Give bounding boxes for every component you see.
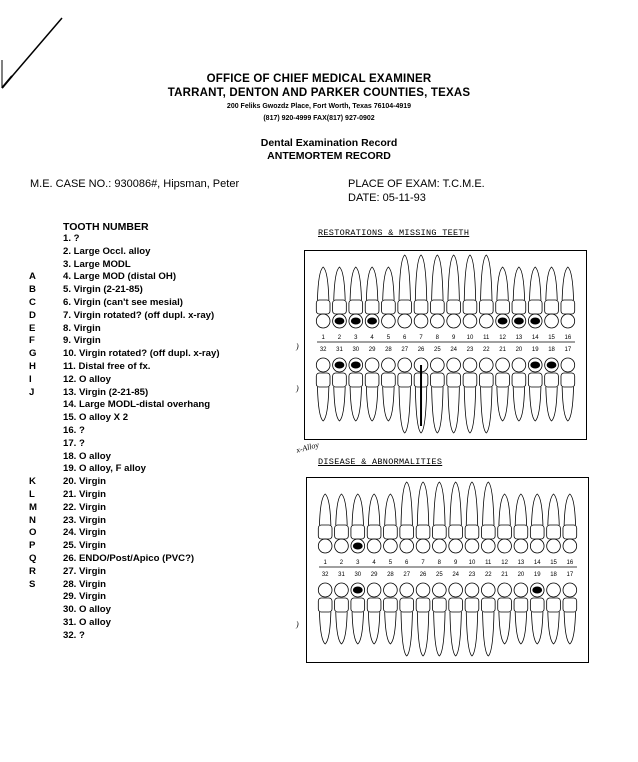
lower-tooth-number: 18 (550, 572, 557, 578)
tooth-description: 9. Virgin (63, 335, 101, 347)
upper-tooth (463, 255, 477, 328)
tooth-description: 5. Virgin (2-21-85) (63, 284, 143, 296)
lower-tooth (416, 583, 430, 656)
case-number (30, 178, 239, 190)
lower-tooth (463, 358, 477, 433)
counties-title: TARRANT, DENTON AND PARKER COUNTIES, TEXAS (167, 87, 471, 99)
lower-tooth-number: 25 (434, 347, 441, 353)
disease-dental-diagram (307, 478, 588, 662)
upper-tooth-number: 10 (468, 560, 476, 566)
lower-tooth-number: 20 (515, 347, 523, 353)
upper-tooth-number: 13 (517, 560, 525, 566)
disease-chart (306, 477, 589, 663)
tooth-description: 19. O alloy, F alloy (63, 463, 146, 475)
margin-note: x-Alloy (295, 440, 320, 455)
upper-tooth-number: 13 (515, 335, 523, 341)
upper-tooth (561, 267, 575, 328)
tooth-description: 20. Virgin (63, 476, 107, 488)
restorations-dental-diagram (305, 251, 586, 439)
upper-tooth-number: 3 (354, 335, 358, 341)
tooth-description: 23. Virgin (63, 514, 107, 526)
upper-tooth-number: 4 (372, 560, 376, 566)
tooth-description: 1. ? (63, 233, 80, 244)
lower-tooth (547, 583, 561, 644)
tooth-letter: G (29, 348, 37, 360)
lower-tooth-number: 27 (401, 347, 409, 353)
upper-tooth-number: 2 (337, 335, 342, 341)
tooth-description: 11. Distal free of fx. (63, 360, 151, 372)
tooth-letter: J (29, 386, 35, 398)
lower-tooth-number: 30 (352, 347, 360, 353)
filled-restoration-mark (351, 318, 361, 325)
filled-restoration-mark (530, 318, 540, 325)
tooth-description: 32. ? (63, 629, 85, 641)
lower-tooth-number: 19 (531, 347, 539, 353)
upper-tooth-number: 7 (419, 335, 423, 341)
tooth-letter: K (29, 476, 36, 488)
upper-tooth-number: 16 (566, 560, 574, 566)
lower-tooth (430, 358, 444, 433)
upper-tooth-number: 2 (339, 560, 344, 566)
upper-tooth (318, 494, 332, 553)
upper-tooth (545, 267, 559, 328)
upper-tooth (547, 494, 561, 553)
lower-tooth-number: 21 (501, 572, 508, 578)
upper-tooth (514, 494, 528, 553)
tooth-description: 13. Virgin (2-21-85) (63, 386, 149, 398)
lower-tooth (561, 358, 575, 421)
tooth-description: 3. Large MODL (63, 258, 131, 270)
tooth-letter: C (29, 296, 36, 308)
place-of-exam (348, 178, 485, 190)
tooth-description: 14. Large MODL-distal overhang (63, 399, 211, 411)
lower-tooth (318, 583, 332, 644)
lower-tooth-number: 23 (468, 572, 476, 578)
tooth-description: 16. ? (63, 424, 85, 436)
lower-tooth-number: 28 (385, 347, 392, 353)
upper-tooth-number: 10 (466, 335, 474, 341)
lower-tooth (498, 583, 512, 644)
tooth-description: 31. O alloy (63, 616, 111, 628)
upper-tooth-number: 14 (533, 560, 541, 566)
corner-fold-mark (0, 0, 70, 100)
office-phone: (817) 920-4999 FAX(817) 927-0902 (263, 115, 375, 122)
tooth-letter: P (29, 540, 36, 552)
upper-tooth (530, 494, 544, 553)
upper-tooth-number: 6 (403, 335, 407, 341)
upper-tooth-number: 5 (388, 560, 393, 566)
exam-date (348, 192, 426, 204)
lower-tooth-number: 30 (354, 572, 362, 578)
filled-restoration-mark (351, 362, 361, 369)
upper-tooth-number: 14 (531, 335, 539, 341)
filled-restoration-mark (498, 318, 508, 325)
upper-tooth (447, 255, 461, 328)
tooth-description: 26. ENDO/Post/Apico (PVC?) (63, 552, 195, 564)
margin-mark-upper: ) (296, 342, 299, 351)
lower-tooth (384, 583, 398, 644)
upper-tooth (432, 482, 446, 553)
lower-tooth-number: 31 (336, 347, 343, 353)
tooth-letter: H (29, 360, 36, 372)
case-label: M.E. CASE NO.: (30, 178, 112, 190)
upper-tooth-number: 9 (451, 335, 456, 341)
lower-tooth (335, 583, 349, 644)
lower-tooth (563, 583, 577, 644)
filled-restoration-mark (367, 318, 377, 325)
tooth-description: 27. Virgin (63, 565, 107, 577)
upper-tooth (316, 267, 330, 328)
lower-tooth (382, 358, 396, 421)
lower-tooth-number: 25 (436, 572, 443, 578)
lower-tooth-number: 21 (499, 347, 506, 353)
lower-tooth (398, 358, 412, 433)
tooth-letter: F (29, 335, 35, 347)
tooth-description: 10. Virgin rotated? (off dupl. x-ray) (63, 348, 220, 360)
filled-restoration-mark (353, 587, 363, 594)
record-title: Dental Examination Record (260, 137, 398, 149)
lower-tooth-number: 20 (517, 572, 525, 578)
upper-tooth-number: 16 (564, 335, 572, 341)
tooth-description: 2. Large Occl. alloy (63, 245, 151, 257)
lower-tooth-number: 23 (466, 347, 474, 353)
filled-restoration-mark (530, 362, 540, 369)
filled-restoration-mark (335, 318, 345, 325)
lower-tooth (400, 583, 414, 656)
upper-tooth-number: 15 (548, 335, 555, 341)
restorations-chart (304, 250, 587, 440)
upper-tooth (335, 494, 349, 553)
lower-tooth (365, 358, 379, 421)
upper-tooth-number: 9 (453, 560, 458, 566)
lower-tooth (465, 583, 479, 656)
tooth-description: 30. O alloy (63, 604, 111, 616)
tooth-letter: N (29, 514, 36, 526)
tooth-description: 25. Virgin (63, 540, 107, 552)
tooth-letter: A (29, 271, 36, 283)
lower-tooth-number: 26 (419, 572, 427, 578)
margin-mark-disease: ) (296, 620, 299, 629)
tooth-letter: O (29, 527, 37, 539)
restorations-title: RESTORATIONS & MISSING TEETH (318, 228, 470, 238)
lower-tooth-number: 32 (321, 572, 329, 578)
tooth-description: 29. Virgin (63, 591, 107, 603)
upper-tooth (384, 494, 398, 553)
upper-tooth-number: 5 (386, 335, 391, 341)
lower-tooth (447, 358, 461, 433)
upper-tooth (498, 494, 512, 553)
office-title: OFFICE OF CHIEF MEDICAL EXAMINER (206, 73, 432, 85)
tooth-letter: D (29, 309, 36, 321)
upper-tooth (465, 482, 479, 553)
tooth-letter: S (29, 578, 36, 590)
lower-tooth (496, 358, 510, 421)
tooth-description: 17. ? (63, 437, 85, 449)
upper-tooth (430, 255, 444, 328)
filled-restoration-mark (353, 543, 363, 550)
filled-restoration-mark (532, 587, 542, 594)
filled-restoration-mark (547, 362, 557, 369)
upper-tooth (481, 482, 495, 553)
date-value: 05-11-93 (382, 192, 426, 204)
lower-tooth-number: 22 (484, 572, 492, 578)
upper-tooth-number: 12 (499, 335, 506, 341)
upper-tooth-number: 15 (550, 560, 557, 566)
lower-tooth-number: 26 (417, 347, 425, 353)
upper-tooth-number: 8 (437, 560, 442, 566)
tooth-letter: R (29, 565, 36, 577)
date-label: DATE: (348, 192, 380, 204)
lower-tooth (449, 583, 463, 656)
upper-tooth (416, 482, 430, 553)
tooth-description: 28. Virgin (63, 578, 107, 590)
tooth-description: 6. Virgin (can't see mesial) (63, 296, 183, 308)
tooth-description: 7. Virgin rotated? (off dupl. x-ray) (63, 309, 215, 321)
lower-tooth (481, 583, 495, 656)
lower-tooth-number: 19 (533, 572, 541, 578)
lower-tooth (432, 583, 446, 656)
lower-tooth-number: 18 (548, 347, 555, 353)
upper-tooth-number: 7 (421, 560, 425, 566)
lower-tooth-number: 22 (482, 347, 490, 353)
upper-tooth-number: 8 (435, 335, 440, 341)
upper-tooth (563, 494, 577, 553)
upper-tooth-number: 12 (501, 560, 508, 566)
tooth-letter: L (29, 488, 35, 500)
upper-tooth (449, 482, 463, 553)
office-address: 200 Feliks Gwozdz Place, Fort Worth, Texas 76104-4919 (226, 103, 412, 110)
lower-tooth-number: 24 (450, 347, 457, 353)
upper-tooth (479, 255, 493, 328)
filled-restoration-mark (514, 318, 524, 325)
lower-tooth-number: 17 (564, 347, 572, 353)
upper-tooth-number: 3 (356, 560, 360, 566)
upper-tooth-number: 1 (323, 560, 327, 566)
tooth-letter: I (29, 373, 32, 385)
tooth-description: 21. Virgin (63, 488, 107, 500)
lower-tooth-number: 27 (403, 572, 411, 578)
tooth-description: 24. Virgin (63, 527, 107, 539)
lower-tooth (512, 358, 526, 421)
upper-tooth-number: 1 (321, 335, 325, 341)
upper-tooth-number: 6 (405, 560, 409, 566)
upper-tooth-number: 11 (483, 335, 490, 341)
lower-tooth-number: 24 (452, 572, 459, 578)
margin-mark-lower: ) (296, 384, 299, 393)
lower-tooth (367, 583, 381, 644)
lower-tooth-number: 31 (338, 572, 345, 578)
lower-tooth-number: 29 (368, 347, 376, 353)
upper-tooth (398, 255, 412, 328)
upper-tooth (414, 255, 428, 328)
upper-tooth-number: 11 (485, 560, 492, 566)
lower-tooth-number: 32 (319, 347, 327, 353)
tooth-description: 4. Large MOD (distal OH) (63, 271, 177, 283)
tooth-letter: Q (29, 552, 37, 564)
lower-tooth (479, 358, 493, 433)
tooth-description: 15. O alloy X 2 (63, 412, 129, 424)
tooth-letter: B (29, 284, 36, 296)
lower-tooth-number: 29 (370, 572, 378, 578)
tooth-description: 18. O alloy (63, 450, 111, 462)
tooth-description: 22. Virgin (63, 501, 107, 513)
lower-tooth-number: 17 (566, 572, 574, 578)
filled-restoration-mark (335, 362, 345, 369)
upper-tooth-number: 4 (370, 335, 374, 341)
tooth-number-heading: TOOTH NUMBER (63, 221, 149, 233)
place-value: T.C.M.E. (442, 178, 485, 190)
upper-tooth (367, 494, 381, 553)
lower-tooth (316, 358, 330, 421)
disease-title: DISEASE & ABNORMALITIES (318, 457, 443, 467)
upper-tooth (400, 482, 414, 553)
upper-tooth (382, 267, 396, 328)
tooth-letter: M (29, 501, 37, 513)
place-label: PLACE OF EXAM: (348, 178, 440, 190)
tooth-letter: E (29, 322, 36, 334)
record-subtitle: ANTEMORTEM RECORD (267, 150, 391, 162)
tooth-description: 8. Virgin (63, 322, 101, 334)
case-value: 930086#, Hipsman, Peter (114, 178, 240, 190)
lower-tooth (514, 583, 528, 644)
lower-tooth-number: 28 (387, 572, 394, 578)
tooth-description: 12. O alloy (63, 373, 111, 385)
